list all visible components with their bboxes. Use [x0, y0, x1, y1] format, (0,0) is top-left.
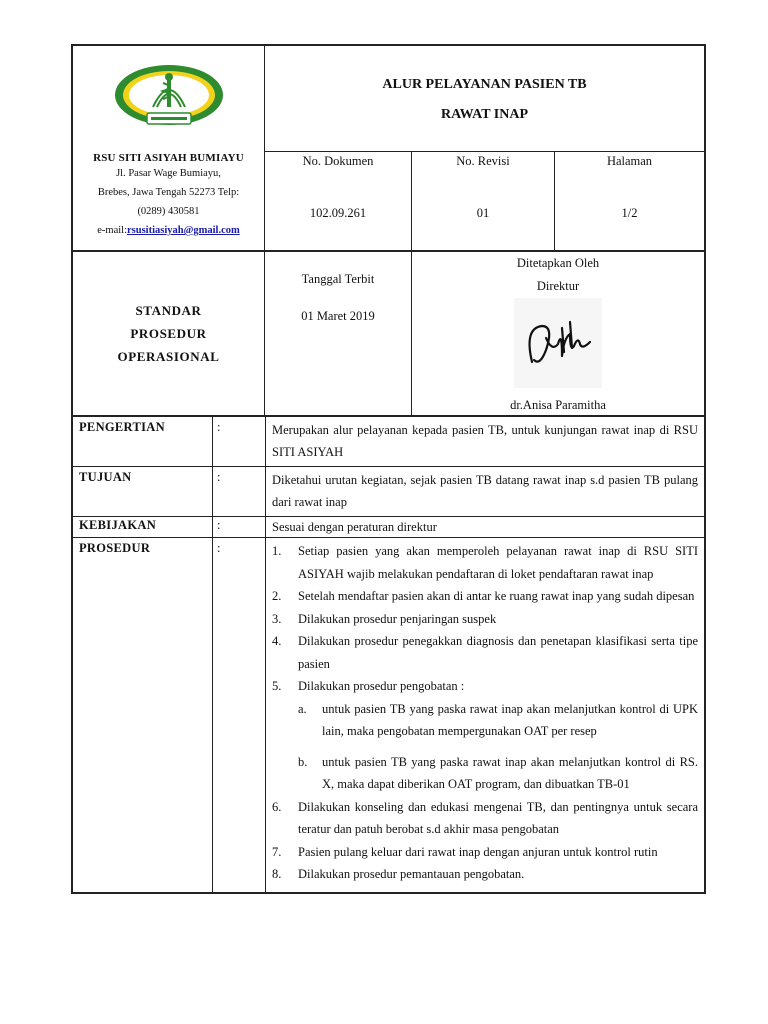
kebijakan-text: Sesuai dengan peraturan direktur: [266, 517, 705, 538]
sub-list-item: a. untuk pasien TB yang paska rawat inap akan melanjutkan kontrol di UPK lain, maka pengobatan mempergunakan OAT per resep: [298, 701, 698, 738]
org-address-line-2: Brebes, Jawa Tengah 52273 Telp:: [97, 187, 240, 198]
doc-number-value: 102.09.261: [265, 177, 412, 251]
hospital-logo: [77, 52, 260, 144]
email-link[interactable]: rsusitiasiyah@gmail.com: [127, 225, 240, 236]
org-name: RSU SITI ASIYAH BUMIAYU: [93, 152, 244, 164]
spo-title-line-1: STANDAR: [135, 303, 202, 318]
spo-document: [71, 44, 706, 894]
email-label: e-mail:: [97, 225, 127, 236]
kebijakan-row: [73, 517, 705, 538]
sub-list: [298, 698, 698, 796]
tujuan-row: [73, 467, 705, 517]
document-title-cell: [265, 46, 705, 152]
header-table: [72, 45, 705, 251]
list-item: 8. Dilakukan prosedur pemantauan pengobatan.: [272, 867, 525, 881]
kebijakan-label: KEBIJAKAN: [73, 517, 213, 538]
director-name: dr.Anisa Paramitha: [510, 398, 606, 412]
org-address-line-1: Jl. Pasar Wage Bumiayu,: [116, 168, 221, 179]
content-table: [72, 416, 705, 893]
page-label: Halaman: [555, 151, 705, 176]
pengertian-row: [73, 417, 705, 467]
tujuan-label: TUJUAN: [73, 467, 213, 517]
list-item: 1. Setiap pasien yang akan memperoleh pelayanan rawat inap di RSU SITI ASIYAH wajib melakukan pendaftaran di loket pendaftaran rawat inap: [272, 544, 698, 581]
issue-date-value: 01 Maret 2019: [301, 309, 375, 323]
org-phone: (0289) 430581: [137, 206, 200, 217]
prosedur-label: PROSEDUR: [73, 538, 213, 893]
org-email-line: [77, 221, 260, 240]
colon: :: [213, 517, 266, 538]
document-title-line-2: RAWAT INAP: [441, 107, 528, 123]
issue-date-label: Tanggal Terbit: [301, 272, 375, 286]
signature-icon: [518, 308, 598, 378]
procedure-list: [272, 540, 698, 886]
issue-date-cell: [265, 252, 412, 416]
document-title-line-1: ALUR PELAYANAN PASIEN TB: [382, 77, 587, 93]
spo-title-line-2: PROSEDUR: [130, 326, 207, 341]
director-signature: [514, 298, 602, 388]
hospital-logo-icon: [113, 63, 225, 133]
page-value: 1/2: [555, 177, 705, 251]
list-item: 2. Setelah mendaftar pasien akan di antar ke ruang rawat inap yang sudah dipesan: [272, 589, 695, 603]
approval-position: Direktur: [536, 279, 580, 293]
revision-value: 01: [412, 177, 555, 251]
approval-cell: [412, 252, 705, 416]
sub-list-item: b. untuk pasien TB yang paska rawat inap akan melanjutkan kontrol di RS. X, maka dapat diberikan OAT program, dan dibuatkan TB-01: [298, 754, 698, 791]
list-item: 6. Dilakukan konseling dan edukasi mengenai TB, dan pentingnya untuk secara teratur dan patuh berobat s.d akhir masa pengobatan: [272, 799, 698, 836]
prosedur-row: [73, 538, 705, 893]
colon: :: [213, 538, 266, 893]
pengertian-text: Merupakan alur pelayanan kepada pasien TB, untuk kunjungan rawat inap di RSU SITI ASIYAH: [266, 417, 705, 467]
list-item: 4. Dilakukan prosedur penegakkan diagnosis dan penetapan klasifikasi serta tipe pasien: [272, 634, 698, 671]
list-item: 3. Dilakukan prosedur penjaringan suspek: [272, 611, 497, 626]
prosedur-steps-cell: [266, 538, 705, 893]
spo-title-cell: [73, 252, 265, 416]
list-item: 5. Dilakukan prosedur pengobatan : a. untuk pasien TB yang paska rawat inap akan melanjutkan kontrol di UPK lain, maka pengobatan mempergunakan OAT per resep b. untuk pasien TB yang paska rawat inap akan melanjutkan kontrol di RS. X, maka dapat diberikan OAT program, dan dibuatkan TB-01: [272, 675, 698, 796]
pengertian-label: PENGERTIAN: [73, 417, 213, 467]
revision-label: No. Revisi: [412, 151, 555, 176]
doc-number-label: No. Dokumen: [265, 151, 412, 176]
colon: :: [213, 417, 266, 467]
spo-table: [72, 251, 705, 416]
colon: :: [213, 467, 266, 517]
spo-title-line-3: OPERASIONAL: [117, 349, 220, 364]
tujuan-text: Diketahui urutan kegiatan, sejak pasien TB datang rawat inap s.d pasien TB pulang dari rawat inap: [266, 467, 705, 517]
list-item: 7. Pasien pulang keluar dari rawat inap dengan anjuran untuk kontrol rutin: [272, 844, 658, 859]
org-info-cell: [73, 46, 265, 251]
approval-label: Ditetapkan Oleh: [516, 256, 600, 270]
